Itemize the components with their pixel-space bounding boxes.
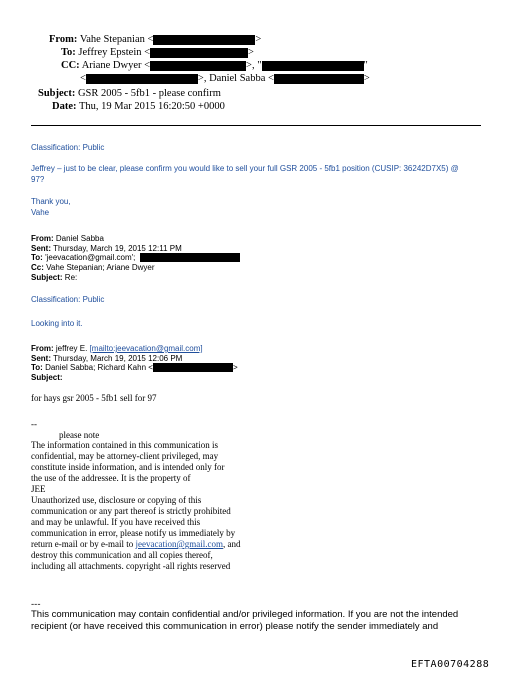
footer-line-2: recipient (or have received this communication in error) please notify the sender immediately and <box>31 621 439 632</box>
header-to-label: To: <box>61 47 76 58</box>
message1-body-cont: 97? <box>31 175 45 184</box>
disclaimer-line: and may be unlawful. If you have received this <box>31 517 201 527</box>
message2-body: Looking into it. <box>31 319 83 328</box>
header-from-value: Vahe Stepanian < <box>79 34 154 45</box>
bates-number: EFTA00704288 <box>411 659 490 670</box>
message1-signature: Vahe <box>31 208 50 217</box>
header-to-row: To: Jeffrey Epstein < > <box>61 47 254 58</box>
header-cc-daniel: >, Daniel Sabba < <box>197 73 274 84</box>
header-date-label: Date: <box>52 101 77 112</box>
header-cc-value: Ariane Dwyer < <box>81 60 151 71</box>
message3-subject: Subject: <box>31 373 63 382</box>
disclaimer-line: communication or any part thereof is strictly prohibited <box>31 506 231 516</box>
header-subject-value: GSR 2005 - 5fb1 - please confirm <box>77 88 221 99</box>
disclaimer-line: constitute inside information, and is intended only for <box>31 462 225 472</box>
message3-please-note: please note <box>59 430 100 440</box>
header-subject-row <box>38 87 221 100</box>
header-cc-label: CC: <box>61 60 80 71</box>
disclaimer-line: destroy this communication and all copies thereof, <box>31 550 213 560</box>
header-date-value: Thu, 19 Mar 2015 16:20:50 +0000 <box>78 101 225 112</box>
header-cc-row-2: < >, Daniel Sabba < > <box>80 73 370 84</box>
message3-mailto-link[interactable]: [mailto:jeevacation@gmail.com] <box>89 344 203 353</box>
message2-classification: Classification: Public <box>31 295 105 304</box>
disclaimer-line: The information contained in this communication is <box>31 440 218 450</box>
message2-from: From: Daniel Sabba <box>31 234 104 243</box>
header-from-label: From: <box>49 34 78 45</box>
message2-subject: Subject: Re: <box>31 273 78 282</box>
message1-body: Jeffrey – just to be clear, please confirm you would like to sell your full GSR 2005 - 5fb1 position (CUSIP: 36242D7X5) @ <box>31 164 459 173</box>
disclaimer-email-link[interactable]: jeevacation@gmail.com <box>135 539 223 549</box>
message3-sent: Sent: Thursday, March 19, 2015 12:06 PM <box>31 354 183 363</box>
message3-body: for hays gsr 2005 - 5fb1 sell for 97 <box>31 393 157 403</box>
redaction-bar <box>153 35 255 45</box>
disclaimer-line: return e-mail or by e-mail to jeevacation@gmail.com, and <box>31 539 241 549</box>
header-subject-label: Subject: <box>38 88 76 99</box>
message3-from: From: jeffrey E. [mailto:jeevacation@gmail.com] <box>31 344 203 353</box>
message2-to: To: 'jeevacation@gmail.com'; <box>31 253 240 263</box>
message3-to: To: Daniel Sabba; Richard Kahn < > <box>31 363 238 372</box>
message3-dashes: -- <box>31 419 37 429</box>
redaction-bar <box>153 363 233 372</box>
redaction-bar <box>274 74 364 84</box>
header-from-row: From: Vahe Stepanian < > <box>49 34 262 45</box>
footer-dashes: --- <box>31 599 41 610</box>
message1-classification: Classification: Public <box>31 143 105 152</box>
redaction-bar <box>140 253 240 262</box>
message2-cc: Cc: Vahe Stepanian; Ariane Dwyer <box>31 263 155 272</box>
disclaimer-line: communication in error, please notify us immediately by <box>31 528 236 538</box>
footer-line-1: This communication may contain confidential and/or privileged information. If you are not the intended <box>31 609 459 620</box>
disclaimer-line: including all attachments. copyright -all rights reserved <box>31 561 231 571</box>
redaction-bar <box>150 48 248 58</box>
message1-thanks: Thank you, <box>31 197 71 206</box>
header-date-row <box>52 100 225 113</box>
redaction-bar <box>262 61 364 71</box>
header-to-value: Jeffrey Epstein < <box>78 47 151 58</box>
disclaimer-line: the use of the addressee. It is the property of <box>31 473 191 483</box>
disclaimer-line: JEE <box>31 484 46 494</box>
disclaimer-line: confidential, may be attorney-client privileged, may <box>31 451 219 461</box>
redaction-bar <box>86 74 198 84</box>
header-divider <box>31 125 481 126</box>
disclaimer-line: Unauthorized use, disclosure or copying of this <box>31 495 202 505</box>
header-cc-row: CC: Ariane Dwyer < >, " " <box>61 60 368 71</box>
redaction-bar <box>150 61 246 71</box>
message2-sent: Sent: Thursday, March 19, 2015 12:11 PM <box>31 244 182 253</box>
